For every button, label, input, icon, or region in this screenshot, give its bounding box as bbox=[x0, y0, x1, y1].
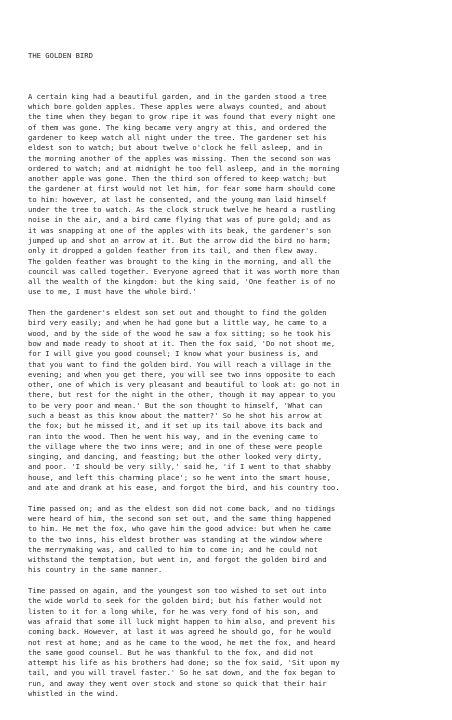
paragraph bbox=[28, 92, 432, 298]
text-line: Time passed on again, and the youngest son too wished to set out into bbox=[28, 586, 327, 596]
text-line: wood, and by the side of the wood he saw a fox sitting; so he took his bbox=[28, 328, 331, 338]
text-line: Time passed on; and as the eldest son did not come back, and no tidings bbox=[28, 503, 336, 513]
text-line: noise in the air, and a bird came flying that was of pure gold; and as bbox=[28, 215, 331, 225]
text-line: jumped up and shot an arrow at it. But the arrow did the bird no harm; bbox=[28, 235, 331, 245]
text-line: the wide world to seek for the golden bird; but his father would not bbox=[28, 596, 323, 606]
text-line: that you want to find the golden bird. You will reach a village in the bbox=[28, 359, 331, 369]
text-line: the fox; but he missed it, and it set up its tail above its back and bbox=[28, 421, 323, 431]
text-line: the time when they began to grow ripe it was found that every night one bbox=[28, 112, 336, 122]
text-line: to him: however, at last he consented, and the young man laid himself bbox=[28, 194, 327, 204]
text-line: his country in the same manner. bbox=[28, 565, 163, 575]
text-line: run, and away they went over stock and stone so quick that their hair bbox=[28, 678, 327, 688]
text-line: all the wealth of the kingdom: but the king said, 'One feather is of no bbox=[28, 277, 336, 287]
text-line: attempt his life as his brothers had done; so the fox said, 'Sit upon my bbox=[28, 658, 340, 668]
text-line: other, one of which is very pleasant and beautiful to look at: go not in bbox=[28, 380, 340, 390]
text-line: the gardener at first would not let him, for fear some harm should come bbox=[28, 184, 336, 194]
text-line: house, and left this charming place'; so he went into the smart house, bbox=[28, 472, 331, 482]
text-line: Then the gardener's eldest son set out and thought to find the golden bbox=[28, 308, 327, 318]
text-line: A certain king had a beautiful garden, and in the garden stood a tree bbox=[28, 91, 327, 101]
text-line: the merrymaking was, and called to him to come in; and he could not bbox=[28, 544, 318, 554]
text-line: ordered to watch; and at midnight he too fell asleep, and in the morning bbox=[28, 163, 340, 173]
text-line: were heard of him, the second son set out, and the same thing happened bbox=[28, 513, 331, 523]
text-line: whistled in the wind. bbox=[28, 689, 119, 698]
text-line: listen to it for a long while, for he was very fond of his son, and bbox=[28, 606, 318, 616]
text-line: under the tree to watch. As the clock struck twelve he heard a rustling bbox=[28, 205, 336, 215]
text-line: bow and made ready to shoot at it. Then the fox said, 'Do not shoot me, bbox=[28, 338, 336, 348]
text-line: to the two inns, his eldest brother was standing at the window where bbox=[28, 534, 323, 544]
text-line: was afraid that some ill luck might happen to him also, and prevent his bbox=[28, 616, 336, 626]
text-line: eldest son to watch; but about twelve o'clock he fell asleep, and in bbox=[28, 143, 323, 153]
text-line: to be very poor and mean.' But the son thought to himself, 'What can bbox=[28, 400, 323, 410]
text-line: gardener to keep watch all night under the tree. The gardener set his bbox=[28, 132, 327, 142]
text-line: ran into the wood. Then he went his way, and in the evening came to bbox=[28, 431, 318, 441]
text-line: withstand the temptation, but went in, and forgot the golden bird and bbox=[28, 555, 327, 565]
text-line: there, but rest for the night in the other, though it may appear to you bbox=[28, 390, 336, 400]
text-line: use to me, I must have the whole bird.' bbox=[28, 287, 197, 297]
text-line: and ate and drank at his ease, and forgot the bird, and his country too. bbox=[28, 483, 340, 493]
document-body bbox=[28, 92, 432, 700]
text-line: it was snapping at one of the apples with its beak, the gardener's son bbox=[28, 225, 331, 235]
paragraph bbox=[28, 504, 432, 576]
text-line: such a beast as this know about the matter?' So he shot his arrow at bbox=[28, 410, 323, 420]
document-title: THE GOLDEN BIRD bbox=[28, 50, 93, 60]
text-line: the morning another of the apples was missing. Then the second son was bbox=[28, 153, 331, 163]
text-line: evening; and when you get there, you will see two inns opposite to each bbox=[28, 369, 336, 379]
text-line: the same good counsel. But he was thankful to the fox, and did not bbox=[28, 647, 314, 657]
text-line: for I will give you good counsel; I know what your business is, and bbox=[28, 349, 318, 359]
text-line: singing, and dancing, and feasting; but the other looked very dirty, bbox=[28, 452, 323, 462]
text-line: only it dropped a golden feather from its tail, and then flew away. bbox=[28, 246, 318, 256]
paragraph bbox=[28, 586, 432, 699]
text-line: not rest at home; and as he came to the wood, he met the fox, and heard bbox=[28, 637, 336, 647]
text-line: tail, and you will travel faster.' So he sat down, and the fox began to bbox=[28, 668, 336, 678]
text-line: council was called together. Everyone agreed that it was worth more than bbox=[28, 266, 340, 276]
text-line: The golden feather was brought to the king in the morning, and all the bbox=[28, 256, 331, 266]
text-line: and poor. 'I should be very silly,' said he, 'if I went to that shabby bbox=[28, 462, 331, 472]
text-line: of them was gone. The king became very angry at this, and ordered the bbox=[28, 122, 327, 132]
paragraph bbox=[28, 308, 432, 493]
text-line: another apple was gone. Then the third son offered to keep watch; but bbox=[28, 174, 327, 184]
document-page bbox=[28, 30, 432, 720]
text-line: which bore golden apples. These apples were always counted, and about bbox=[28, 102, 327, 112]
text-line: coming back. However, at last it was agreed he should go, for he would bbox=[28, 627, 331, 637]
text-line: the village where the two inns were; and in one of these were people bbox=[28, 441, 323, 451]
text-line: bird very easily; and when he had gone but a little way, he came to a bbox=[28, 318, 327, 328]
text-line: to him. He met the fox, who gave him the good advice: but when he came bbox=[28, 524, 331, 534]
